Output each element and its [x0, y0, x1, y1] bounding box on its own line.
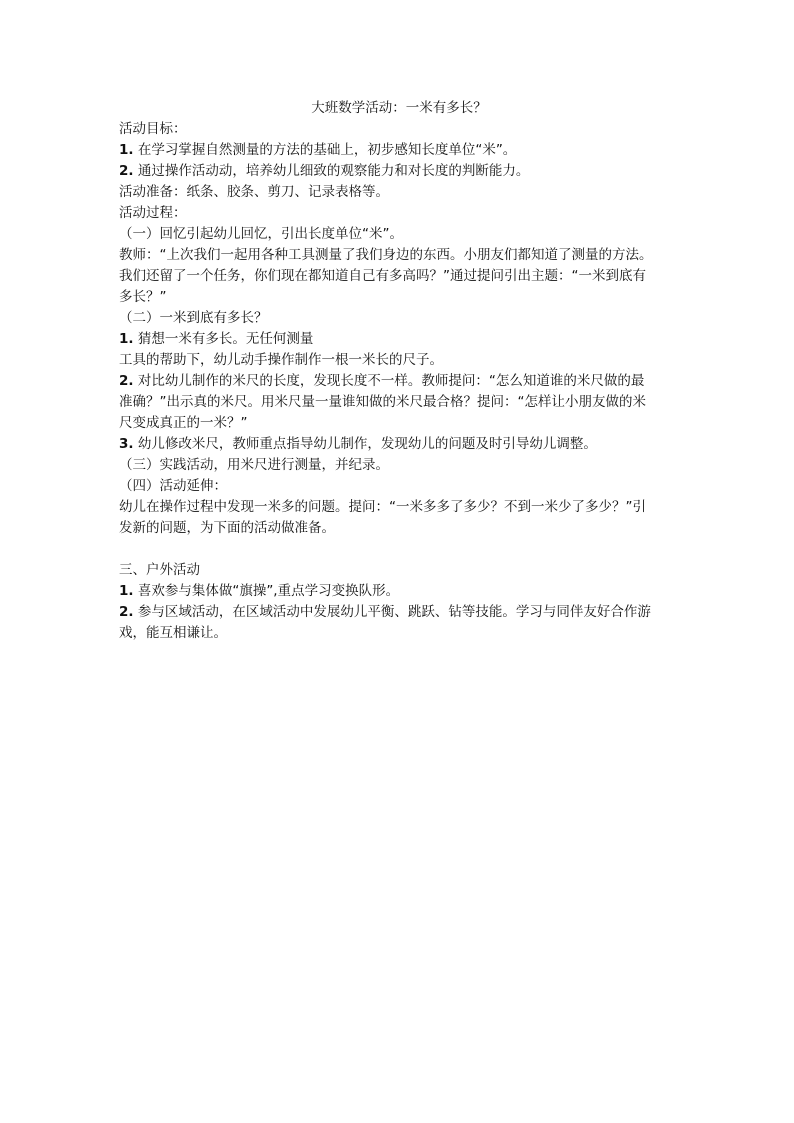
text-line: [119, 581, 679, 602]
line-text: 对比幼儿制作的米尺的长度，发现长度不一样。教师提问：“怎么知道谁的米尺做的最: [133, 373, 645, 389]
text-line: [119, 161, 679, 182]
line-text: 猜想一米有多长。无任何测量: [133, 331, 314, 347]
line-text: 工具的帮助下，幼儿动手操作制作一根一米长的尺子。: [119, 352, 443, 368]
text-line: [119, 140, 679, 161]
document-title: 大班数学活动：一米有多长？: [311, 100, 487, 116]
text-line: [119, 497, 679, 518]
line-text: （四）活动延伸：: [119, 478, 227, 494]
text-line: [119, 518, 679, 539]
text-line: [119, 392, 679, 413]
line-text: 在学习掌握自然测量的方法的基础上，初步感知长度单位“米”。: [133, 142, 517, 158]
text-line: [119, 182, 679, 203]
document-body: [119, 98, 679, 644]
list-number: 3.: [119, 436, 134, 452]
line-text: 喜欢参与集体做“旗操”,重点学习变换队形。: [133, 583, 400, 599]
list-number: 1.: [119, 583, 134, 599]
line-text: 我们还留了一个任务，你们现在都知道自己有多高吗？”通过提问引出主题：“一米到底有: [119, 268, 646, 284]
line-text: 活动准备：纸条、胶条、剪刀、记录表格等。: [119, 184, 389, 200]
text-line: [119, 287, 679, 308]
line-text: 活动过程：: [119, 205, 187, 221]
text-line: [119, 203, 679, 224]
line-text: （三）实践活动，用米尺进行测量，并纪录。: [119, 457, 389, 473]
text-line: [119, 371, 679, 392]
text-line: [119, 560, 679, 581]
list-number: 1.: [119, 142, 134, 158]
line-text: 戏，能互相谦让。: [119, 625, 227, 641]
line-text: （二）一米到底有多长？: [119, 310, 268, 326]
text-line: [119, 434, 679, 455]
list-number: 2.: [119, 604, 134, 620]
text-line: [119, 245, 679, 266]
document-lines: [119, 119, 679, 644]
text-line: [119, 602, 679, 623]
line-text: 幼儿在操作过程中发现一米多的问题。提问：“一米多多了多少？不到一米少了多少？”引: [119, 499, 646, 515]
line-text: 多长？”: [119, 289, 167, 305]
text-line: [119, 476, 679, 497]
text-line: [119, 329, 679, 350]
line-text: 尺变成真正的一米？”: [119, 415, 248, 431]
text-line: [119, 623, 679, 644]
line-text: 发新的问题，为下面的活动做准备。: [119, 520, 335, 536]
line-text: 三、户外活动: [119, 562, 200, 578]
line-text: 准确？”出示真的米尺。用米尺量一量谁知做的米尺最合格？提问：“怎样让小朋友做的米: [119, 394, 646, 410]
text-line: [119, 455, 679, 476]
text-line: [119, 308, 679, 329]
line-text: 活动目标：: [119, 121, 187, 137]
text-line: [119, 266, 679, 287]
text-line: [119, 224, 679, 245]
line-text: （一）回忆引起幼儿回忆，引出长度单位“米”。: [119, 226, 403, 242]
text-line: [119, 350, 679, 371]
list-number: 2.: [119, 163, 134, 179]
list-number: 1.: [119, 331, 134, 347]
blank-line: [119, 539, 679, 560]
line-text: 参与区域活动，在区域活动中发展幼儿平衡、跳跃、钻等技能。学习与同伴友好合作游: [133, 604, 651, 620]
line-text: 通过操作活动动，培养幼儿细致的观察能力和对长度的判断能力。: [133, 163, 530, 179]
line-text: 幼儿修改米尺，教师重点指导幼儿制作，发现幼儿的问题及时引导幼儿调整。: [133, 436, 597, 452]
list-number: 2.: [119, 373, 134, 389]
text-line: [119, 119, 679, 140]
text-line: [119, 413, 679, 434]
line-text: 教师：“上次我们一起用各种工具测量了我们身边的东西。小朋友们都知道了测量的方法。: [119, 247, 653, 263]
